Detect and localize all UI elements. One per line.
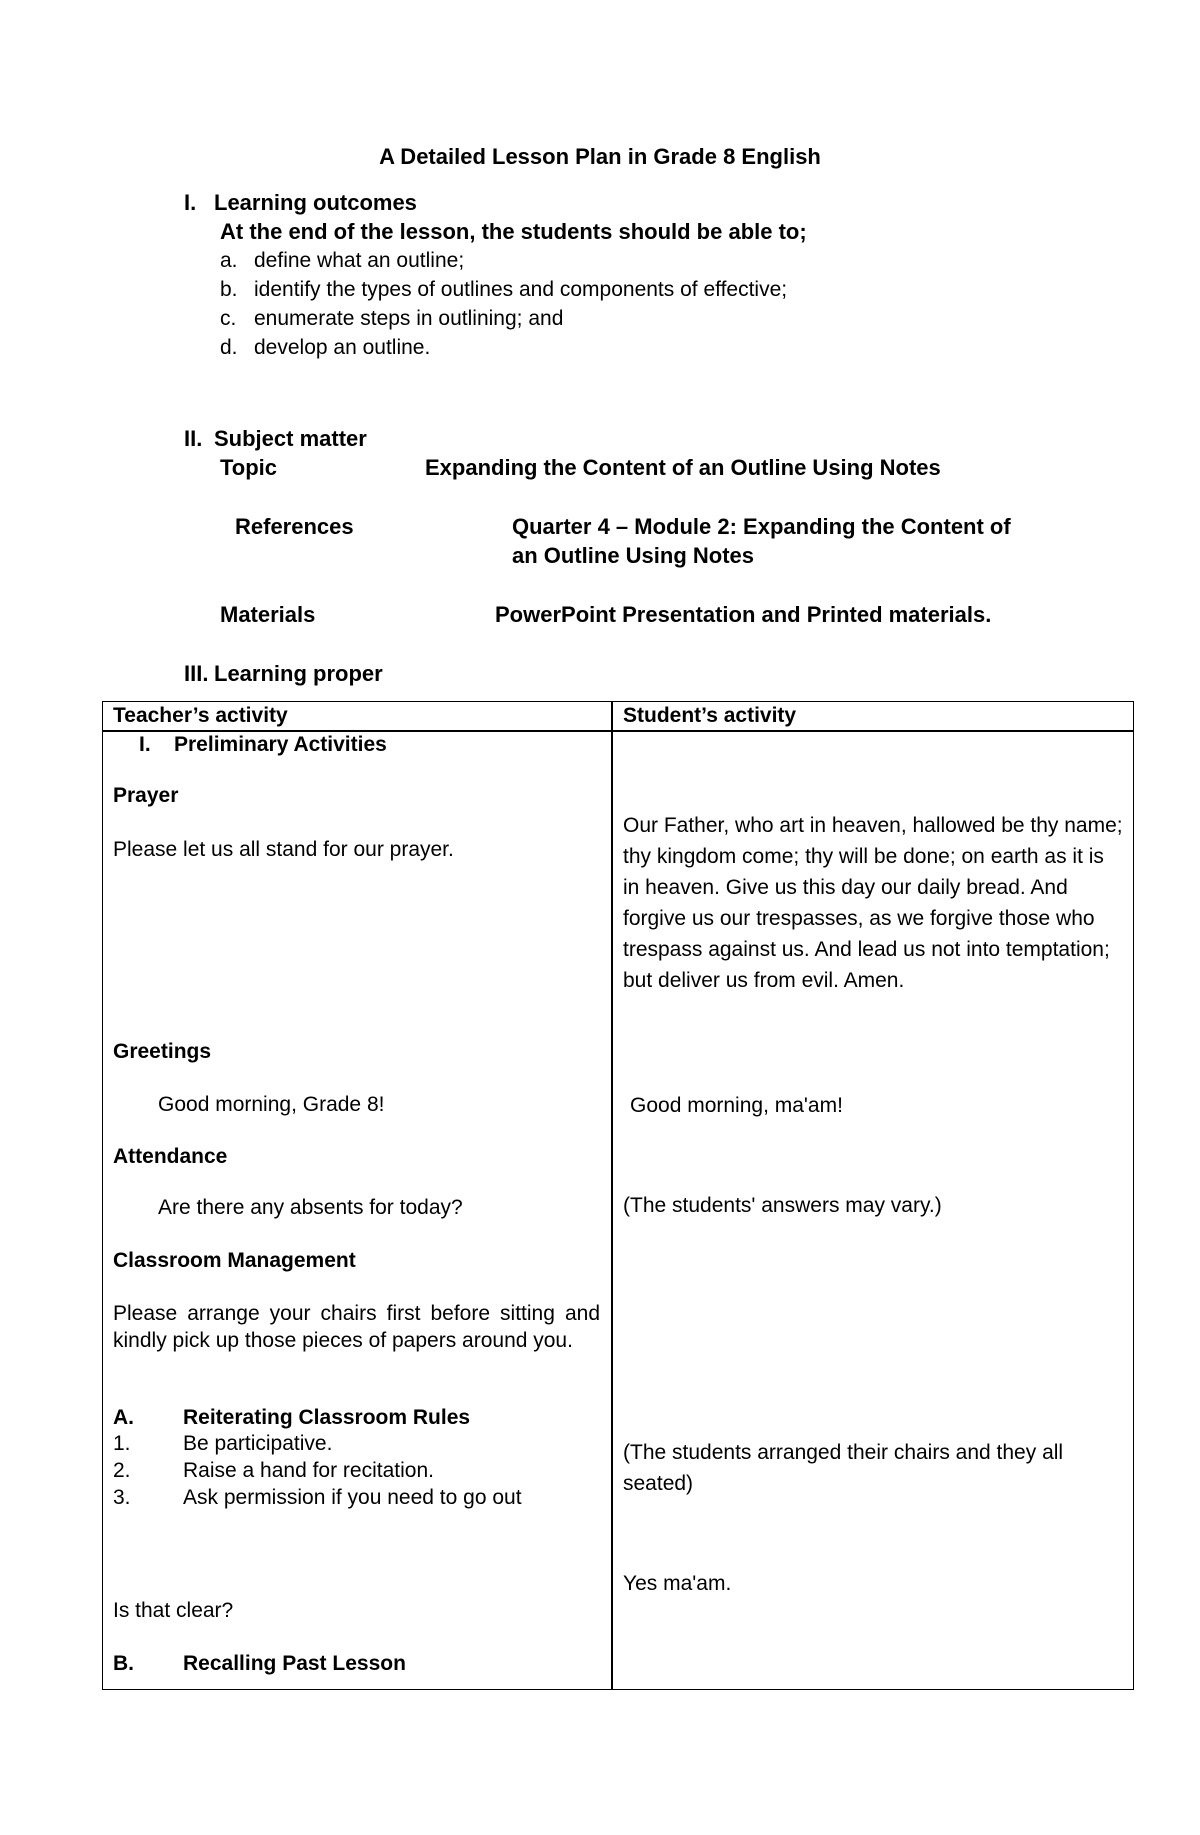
section-heading: Learning outcomes bbox=[214, 190, 417, 215]
materials-label: Materials bbox=[220, 602, 316, 627]
list-item bbox=[113, 1484, 522, 1511]
list-item bbox=[113, 1457, 522, 1484]
section-numeral: II. bbox=[184, 426, 203, 451]
recalling-past-lesson-heading bbox=[113, 1650, 406, 1678]
section-heading: Subject matter bbox=[214, 426, 367, 451]
section-heading: Learning proper bbox=[214, 661, 383, 686]
outcome-item bbox=[220, 247, 464, 275]
classroom-rules-list bbox=[113, 1430, 522, 1511]
outcome-text: enumerate steps in outlining; and bbox=[254, 307, 564, 330]
greetings-heading: Greetings bbox=[113, 1040, 212, 1063]
rule-text: Ask permission if you need to go out bbox=[183, 1486, 522, 1509]
attendance-text: Are there any absents for today? bbox=[158, 1196, 463, 1219]
preliminary-numeral: I. bbox=[139, 733, 151, 756]
outcome-letter: a. bbox=[220, 249, 238, 272]
rule-text: Raise a hand for recitation. bbox=[183, 1459, 434, 1482]
classroom-management-heading: Classroom Management bbox=[113, 1249, 356, 1272]
reiterating-rules-heading bbox=[113, 1404, 470, 1432]
outcome-item bbox=[220, 276, 787, 304]
greetings-text: Good morning, Grade 8! bbox=[158, 1093, 385, 1116]
rule-number: 1. bbox=[113, 1432, 131, 1455]
recall-letter: B. bbox=[113, 1652, 134, 1675]
outcome-letter: b. bbox=[220, 278, 238, 301]
outcome-letter: d. bbox=[220, 336, 238, 359]
references-label: References bbox=[235, 514, 354, 539]
classroom-management-text: Please arrange your chairs first before sitting and kindly pick up those pieces of papers around you. bbox=[113, 1302, 600, 1352]
materials-value: PowerPoint Presentation and Printed materials. bbox=[495, 602, 992, 627]
chairs-response: (The students arranged their chairs and they all seated) bbox=[623, 1441, 1064, 1495]
prayer-heading: Prayer bbox=[113, 784, 179, 807]
column-divider bbox=[611, 702, 613, 1689]
outcome-letter: c. bbox=[220, 307, 237, 330]
recall-title: Recalling Past Lesson bbox=[183, 1652, 406, 1675]
prayer-response: Our Father, who art in heaven, hallowed be thy name; thy kingdom come; thy will be done; on earth as it is in heaven. Give us this day our daily bread. And forgive us our trespasses, as we forgive those who trespass against us. And lead us not into temptation; but deliver us from evil. Amen. bbox=[623, 814, 1123, 992]
section-numeral: I. bbox=[184, 190, 197, 215]
rules-letter: A. bbox=[113, 1406, 134, 1429]
outcome-text: define what an outline; bbox=[254, 249, 465, 272]
student-activity-header: Student’s activity bbox=[623, 704, 797, 727]
outcome-text: identify the types of outlines and components of effective; bbox=[254, 278, 788, 301]
outcome-item bbox=[220, 334, 430, 362]
attendance-response: (The students' answers may vary.) bbox=[623, 1194, 942, 1217]
document-title: A Detailed Lesson Plan in Grade 8 English bbox=[379, 144, 821, 169]
clear-response: Yes ma'am. bbox=[623, 1572, 732, 1595]
attendance-heading: Attendance bbox=[113, 1145, 228, 1168]
references-value-line2: an Outline Using Notes bbox=[512, 543, 755, 568]
section-subject-matter-heading bbox=[184, 425, 367, 453]
topic-label: Topic bbox=[220, 455, 278, 480]
section-learning-outcomes-heading bbox=[184, 189, 417, 217]
list-item bbox=[113, 1430, 522, 1457]
teacher-activity-header: Teacher’s activity bbox=[113, 704, 288, 727]
is-that-clear-text: Is that clear? bbox=[113, 1599, 234, 1622]
learning-outcomes-intro: At the end of the lesson, the students should be able to; bbox=[220, 219, 807, 244]
prayer-instruction: Please let us all stand for our prayer. bbox=[113, 838, 454, 861]
references-value-line1: Quarter 4 – Module 2: Expanding the Content of bbox=[512, 514, 1011, 539]
rule-text: Be participative. bbox=[183, 1432, 333, 1455]
preliminary-title: Preliminary Activities bbox=[174, 733, 387, 756]
outcome-text: develop an outline. bbox=[254, 336, 431, 359]
greeting-response: Good morning, ma'am! bbox=[630, 1094, 843, 1117]
rules-title: Reiterating Classroom Rules bbox=[183, 1406, 471, 1429]
preliminary-activities-heading bbox=[139, 731, 387, 759]
topic-value: Expanding the Content of an Outline Using Notes bbox=[425, 455, 941, 480]
rule-number: 3. bbox=[113, 1486, 131, 1509]
activity-table bbox=[102, 701, 1134, 1690]
section-numeral: III. bbox=[184, 661, 209, 686]
section-learning-proper-heading bbox=[184, 660, 383, 688]
rule-number: 2. bbox=[113, 1459, 131, 1482]
outcome-item bbox=[220, 305, 563, 333]
